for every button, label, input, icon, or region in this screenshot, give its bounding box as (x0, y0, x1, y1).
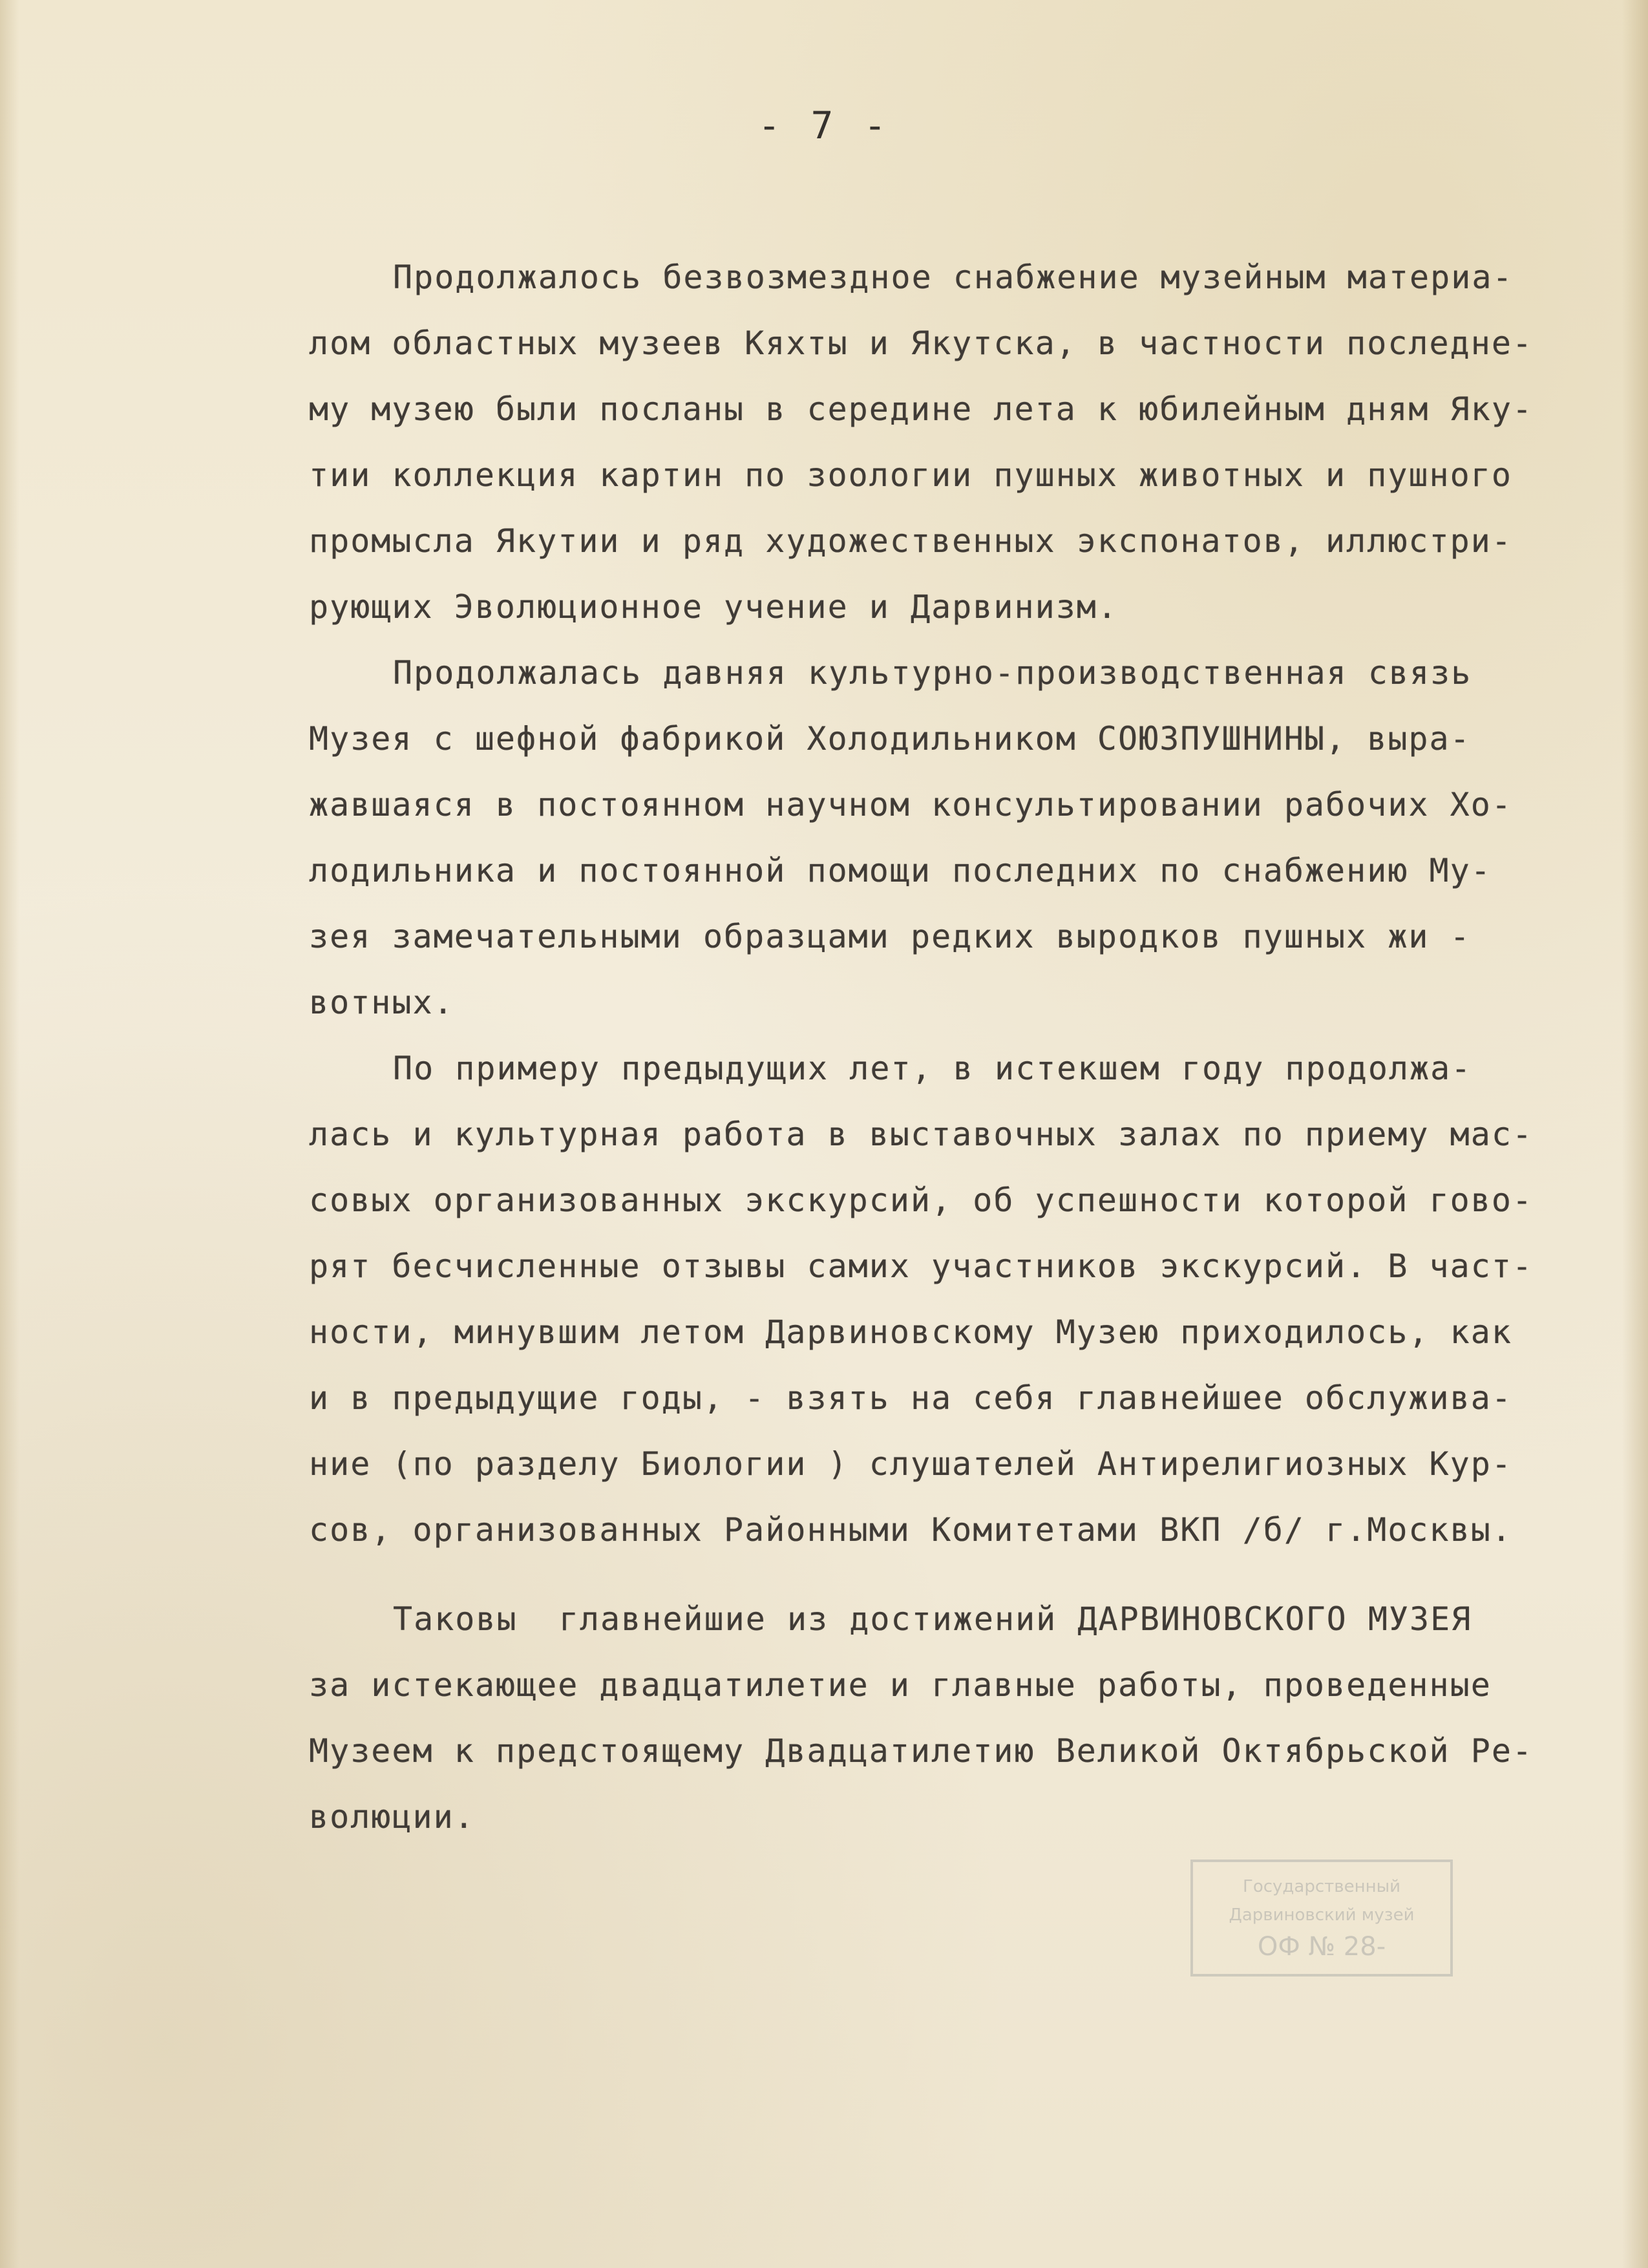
text-line: Музеем к предстоящему Двадцатилетию Великой Октябрьской Ре- (309, 1732, 1534, 1770)
text-line: му музею были посланы в середине лета к юбилейным дням Яку- (309, 390, 1534, 428)
text-line: По примеру предыдущих лет, в истекшем году продолжа- (393, 1050, 1472, 1087)
paragraph-supply (309, 244, 1601, 640)
text-line: Продолжалось безвозмездное снабжение музейным материа- (393, 259, 1514, 296)
paragraph-excursions (309, 1035, 1601, 1563)
paper-left-shadow (0, 0, 19, 2268)
text-line: сов, организованных Районными Комитетами ВКП /б/ г.Москвы. (309, 1511, 1512, 1549)
paragraph-conclusion (309, 1586, 1601, 1850)
text-line: лась и культурная работа в выставочных залах по приему мас- (309, 1116, 1534, 1153)
text-line: рят бесчисленные отзывы самих участников экскурсий. В част- (309, 1247, 1534, 1285)
text-line: жавшаяся в постоянном научном консультировании рабочих Хо- (309, 786, 1512, 823)
stamp-line-2: Дарвиновский музей (1229, 1905, 1415, 1925)
text-line: волюции. (309, 1798, 475, 1836)
text-line: вотных. (309, 984, 454, 1021)
stamp-line-3: ОФ № 28- (1257, 1932, 1386, 1962)
text-line: тии коллекция картин по зоологии пушных животных и пушного (309, 456, 1512, 494)
text-line: ние (по разделу Биологии ) слушателей Антирелигиозных Кур- (309, 1445, 1512, 1483)
document-body (309, 244, 1601, 1850)
text-line: Продолжалась давняя культурно-производственная связь (393, 654, 1472, 692)
text-line: ности, минувшим летом Дарвиновскому Музею приходилось, как (309, 1313, 1512, 1351)
paragraph-factory-link (309, 640, 1601, 1035)
paper-right-shadow (1622, 0, 1648, 2268)
text-line: рующих Эволюционное учение и Дарвинизм. (309, 588, 1118, 626)
stamp-line-1: Государственный (1242, 1877, 1401, 1896)
text-line: зея замечательными образцами редких выродков пушных жи - (309, 918, 1471, 955)
text-line: Таковы главнейшие из достижений ДАРВИНОВСКОГО МУЗЕЯ (393, 1600, 1472, 1638)
text-line: совых организованных экскурсий, об успешности которой гово- (309, 1182, 1534, 1219)
text-line: Музея с шефной фабрикой Холодильником СОЮЗПУШНИНЫ, выра- (309, 720, 1471, 758)
text-line: лодильника и постоянной помощи последних по снабжению Му- (309, 852, 1492, 889)
text-line: лом областных музеев Кяхты и Якутска, в частности последне- (309, 324, 1534, 362)
page-number: - 7 - (757, 103, 891, 147)
text-line: за истекающее двадцатилетие и главные работы, проведенные (309, 1666, 1492, 1704)
text-line: промысла Якутии и ряд художественных экспонатов, иллюстри- (309, 522, 1512, 560)
text-line: и в предыдущие годы, - взять на себя главнейшее обслужива- (309, 1379, 1512, 1417)
archive-stamp (1189, 1858, 1454, 1978)
paragraph-spacer (309, 1563, 1601, 1586)
